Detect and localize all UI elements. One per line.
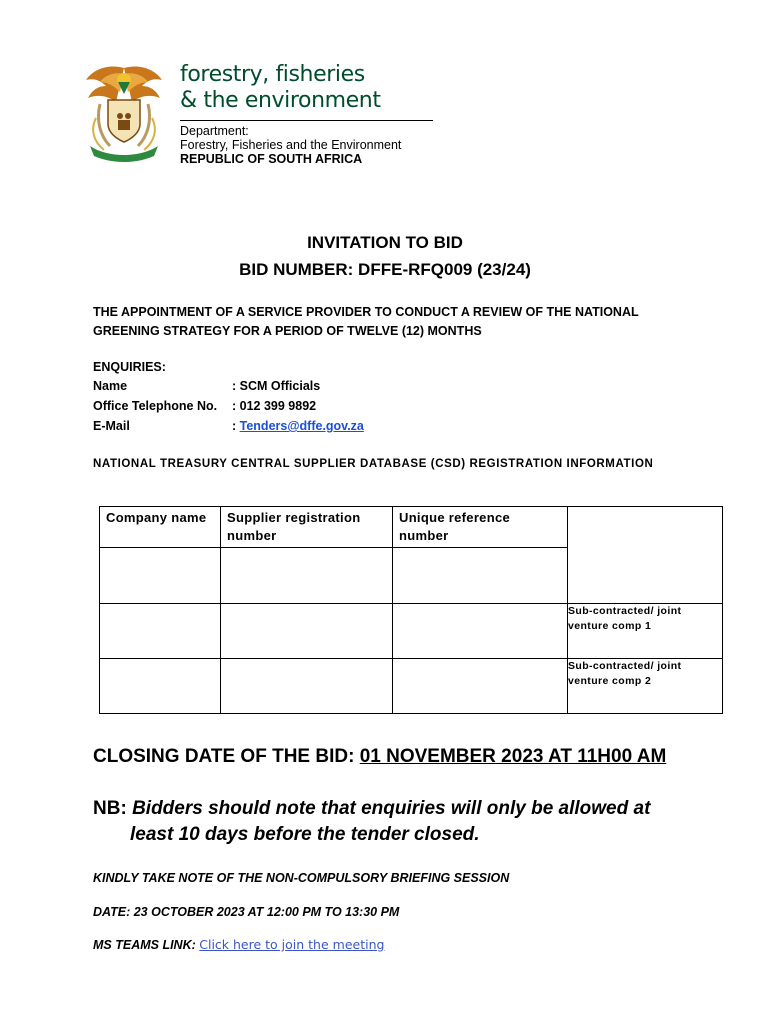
- bid-subject: THE APPOINTMENT OF A SERVICE PROVIDER TO CONDUCT A REVIEW OF THE NATIONAL GREENING STRATEGY FOR A PERIOD OF TWELVE (12) MONTHS: [93, 305, 639, 338]
- name-label: Name: [93, 379, 128, 393]
- header-divider: [180, 120, 433, 121]
- nb-prefix: NB:: [93, 798, 133, 819]
- closing-date: 01 NOVEMBER 2023 AT 11H00 AM: [359, 746, 667, 767]
- cell-company-2[interactable]: [100, 604, 221, 659]
- phone-label: Office Telephone No.: [93, 399, 218, 413]
- cell-supplier-1[interactable]: [221, 548, 393, 604]
- header-unique-ref: Unique reference number: [393, 507, 568, 548]
- closing-date-line: [93, 746, 666, 768]
- name-value: : SCM Officials: [232, 379, 321, 393]
- nb-note: [93, 796, 693, 848]
- closing-prefix: CLOSING DATE OF THE BID:: [93, 746, 360, 767]
- bid-number: BID NUMBER: DFFE-RFQ009 (23/24): [239, 260, 531, 279]
- dept-name: Forestry, Fisheries and the Environment: [180, 138, 402, 152]
- document-title: INVITATION TO BID: [307, 233, 463, 252]
- brand-line-1: forestry, fisheries: [180, 62, 365, 87]
- cell-company-1[interactable]: [100, 548, 221, 604]
- country-name: REPUBLIC OF SOUTH AFRICA: [180, 152, 363, 166]
- header-company-name: Company name: [100, 507, 221, 548]
- cell-company-3[interactable]: [100, 659, 221, 714]
- briefing-note: KINDLY TAKE NOTE OF THE NON-COMPULSORY BRIEFING SESSION: [93, 871, 510, 885]
- cell-ref-1[interactable]: [393, 548, 568, 604]
- teams-label: MS TEAMS LINK:: [93, 938, 200, 952]
- email-label: E-Mail: [93, 419, 130, 433]
- header-blank: [568, 507, 723, 604]
- csd-table: [99, 506, 723, 714]
- cell-supplier-2[interactable]: [221, 604, 393, 659]
- email-colon: :: [232, 419, 240, 433]
- row-label-sub-2: Sub-contracted/ joint venture comp 2: [568, 659, 723, 714]
- email-value-wrap: [232, 419, 364, 433]
- header-supplier-reg: Supplier registration number: [221, 507, 393, 548]
- cell-supplier-3[interactable]: [221, 659, 393, 714]
- brand-line-2: & the environment: [180, 88, 381, 113]
- briefing-date: DATE: 23 OCTOBER 2023 AT 12:00 PM TO 13:30 PM: [93, 905, 400, 919]
- row-label-sub-1: Sub-contracted/ joint venture comp 1: [568, 604, 723, 659]
- coat-of-arms-logo: [80, 60, 168, 164]
- teams-line: [93, 937, 384, 952]
- email-link[interactable]: Tenders@dffe.gov.za: [239, 419, 364, 433]
- cell-ref-3[interactable]: [393, 659, 568, 714]
- phone-value: : 012 399 9892: [232, 399, 317, 413]
- teams-link[interactable]: Click here to join the meeting: [199, 937, 385, 952]
- csd-heading: NATIONAL TREASURY CENTRAL SUPPLIER DATABASE (CSD) REGISTRATION INFORMATION: [93, 458, 654, 470]
- nb-line-2: least 10 days before the tender closed.: [130, 824, 480, 845]
- nb-line-1: Bidders should note that enquiries will only be allowed at: [132, 798, 651, 819]
- dept-label: Department:: [180, 124, 249, 138]
- enquiries-heading: ENQUIRIES:: [93, 360, 166, 374]
- cell-ref-2[interactable]: [393, 604, 568, 659]
